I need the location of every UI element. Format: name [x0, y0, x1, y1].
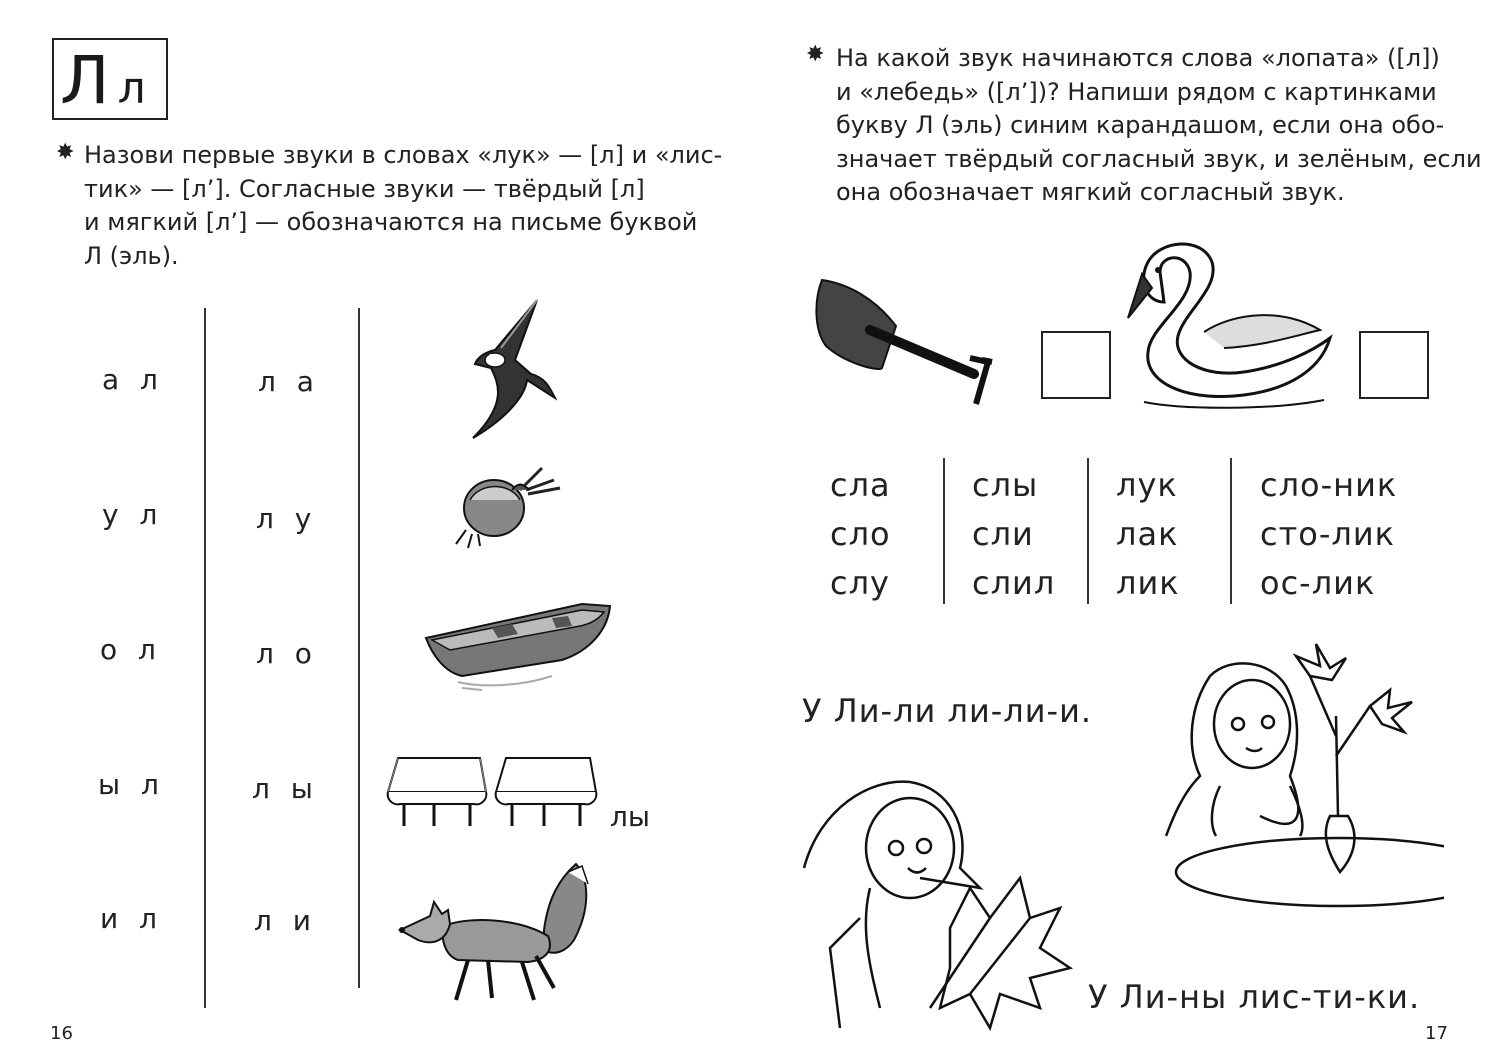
syllable-col1-item: а л [102, 363, 164, 396]
onion-picture [450, 460, 566, 550]
syllable-col1-item: и л [100, 902, 163, 935]
left-instruction-line: тик» — [л’]. Согласные звуки — твёрдый [л] [84, 174, 645, 203]
column-divider [358, 308, 360, 988]
right-instruction-line: На какой звук начинаются слова «лопата» ([л]) [836, 44, 1440, 72]
word-item: сто-лик [1260, 515, 1395, 553]
column-divider [1230, 458, 1232, 604]
ly-label: лы [610, 800, 651, 833]
word-item: сла [830, 466, 891, 504]
sentence-lina: У Ли-ны лис-ти-ки. [1088, 978, 1421, 1016]
word-item: ос-лик [1260, 564, 1376, 602]
right-instruction-line: значает твёрдый согласный звук, и зелёным, если [836, 144, 1482, 173]
answer-box-shovel[interactable] [1041, 331, 1111, 399]
swan-picture [1124, 232, 1334, 412]
fox-picture [398, 860, 594, 1006]
answer-box-swan[interactable] [1359, 331, 1429, 399]
swallow-picture [455, 298, 565, 440]
boat-picture [422, 598, 616, 692]
word-item: сли [972, 515, 1034, 553]
left-instruction-line: Л (эль). [84, 241, 179, 270]
column-divider [1087, 458, 1089, 604]
word-item: слу [830, 564, 890, 602]
right-instruction-line: она обозначает мягкий согласный звук. [836, 178, 1345, 206]
table-picture [492, 752, 598, 828]
syllable-col2-item: л а [258, 365, 320, 398]
sentence-lili: У Ли-ли ли-ли-и. [802, 692, 1093, 730]
word-item: сло [830, 515, 891, 553]
word-item: слил [972, 564, 1056, 602]
syllable-col1-item: у л [102, 498, 164, 531]
column-divider [943, 458, 945, 604]
column-divider [204, 308, 206, 1008]
girl-with-lily-picture [1160, 636, 1444, 912]
right-instruction-line: букву Л (эль) синим карандашом, если она обо- [836, 111, 1445, 139]
left-instruction-line: и мягкий [л’] — обозначаются на письме буквой [84, 208, 698, 236]
girl-with-leaves-picture [800, 768, 1078, 1044]
syllable-col2-item: л ы [252, 772, 319, 805]
syllable-col2-item: л о [256, 637, 318, 670]
word-item: лак [1116, 515, 1179, 553]
syllable-col1-item: о л [100, 633, 162, 666]
page-number-right: 17 [1425, 1023, 1448, 1044]
letter-upper: Л [60, 42, 110, 119]
letter-lower: л [117, 63, 146, 114]
syllable-col2-item: л у [256, 502, 318, 535]
left-instruction [84, 139, 723, 273]
right-instruction-line: и «лебедь» ([л’])? Напиши рядом с картинками [836, 77, 1437, 106]
table-picture [384, 752, 488, 828]
word-item: сло-ник [1260, 466, 1398, 504]
letter-heading-box [52, 38, 168, 120]
star-bullet-icon: ✸ [806, 42, 825, 67]
right-instruction [836, 42, 1482, 210]
syllable-col1-item: ы л [98, 768, 165, 801]
star-bullet-icon: ✸ [56, 140, 75, 165]
syllable-col2-item: л и [254, 904, 317, 937]
page-number-left: 16 [50, 1023, 73, 1044]
shovel-picture [810, 270, 1000, 410]
word-item: лук [1116, 466, 1178, 504]
left-instruction-line: Назови первые звуки в словах «лук» — [л] и «лис- [84, 141, 723, 169]
word-item: лик [1116, 564, 1180, 602]
word-item: слы [972, 466, 1039, 504]
